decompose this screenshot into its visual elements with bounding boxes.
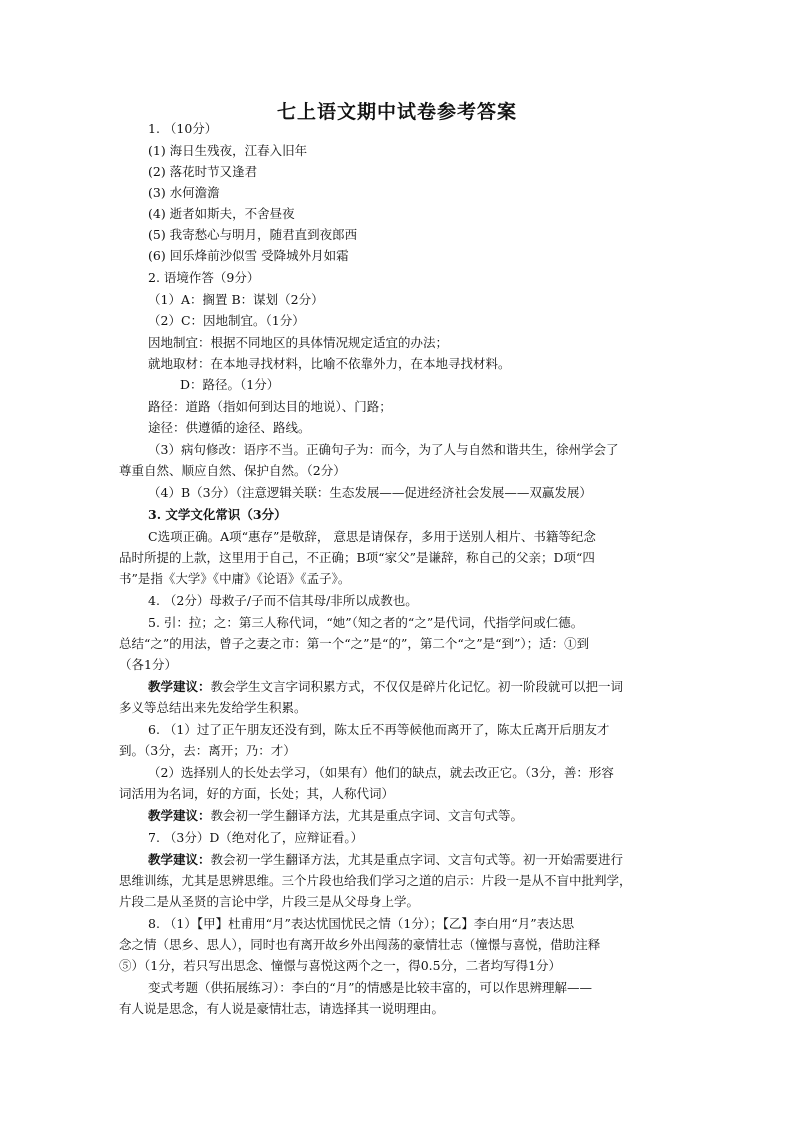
text-line	[148, 442, 618, 458]
line-text: （2）选择别人的长处去学习，（如果有）他们的缺点，就去改正它。（3分，善：形容	[148, 765, 614, 780]
text-line	[148, 270, 259, 286]
line-text: 尊重自然、顺应自然、保护自然。（2分）	[119, 463, 346, 478]
line-text: 因地制宜：根据不同地区的具体情况规定适宜的办法；	[148, 335, 449, 350]
text-line	[119, 657, 177, 673]
text-line	[148, 980, 592, 996]
text-line	[148, 164, 257, 180]
line-text: 片段二是从圣贤的言论中学，片段三是从父母身上学。	[119, 894, 420, 909]
text-line	[148, 206, 295, 222]
text-line	[148, 808, 523, 824]
text-line	[119, 894, 419, 910]
text-line	[148, 121, 217, 137]
line-text: 就地取材：在本地寻找材料，比喻不依靠外力，在本地寻找材料。	[148, 356, 511, 371]
line-text: 途径：供遵循的途径、路线。	[148, 420, 311, 435]
text-line	[119, 937, 600, 953]
text-line	[148, 529, 596, 545]
line-text: 4. （2分）母救子/子而不信其母/非所以成教也。	[148, 593, 418, 608]
text-line	[148, 420, 311, 436]
text-line	[148, 313, 305, 329]
line-text: (2) 落花时节又逢君	[148, 164, 258, 179]
text-line	[119, 550, 595, 566]
line-text: 书”是指《大学》《中庸》《论语》《孟子》。	[119, 571, 351, 586]
line-text: 品时所提的上款，这里用于自己，不正确；B项“家父”是谦辞，称自己的父亲；D项“四	[119, 550, 595, 565]
text-line	[148, 143, 307, 159]
text-line	[180, 377, 279, 393]
line-text: 有人说是思念，有人说是豪情壮志，请选择其一说明理由。	[119, 1001, 445, 1016]
text-line	[119, 743, 296, 759]
line-text: 2. 语境作答（9分）	[148, 270, 260, 285]
line-text: 到。（3分，去：离开；乃：才）	[119, 743, 296, 758]
line-text: （2）C：因地制宜。（1分）	[148, 313, 305, 328]
line-text: （各1分）	[119, 657, 177, 672]
line-text: (5) 我寄愁心与明月，随君直到夜郎西	[148, 227, 358, 242]
text-line	[119, 786, 394, 802]
line-text: (3) 水何澹澹	[148, 185, 220, 200]
text-line	[119, 958, 561, 974]
text-line	[148, 356, 511, 372]
line-text: 路径：道路（指如何到达目的地说）、门路；	[148, 399, 392, 414]
text-line	[148, 916, 574, 932]
line-text: 6. （1）过了正午朋友还没有到，陈太丘不再等候他而离开了，陈太丘离开后朋友才	[148, 722, 610, 737]
bold-label: 教学建议：	[148, 852, 211, 867]
line-text: （3）病句修改：语序不当。正确句子为：而今，为了人与自然和谐共生，徐州学会了	[148, 442, 619, 457]
line-text: D：路径。（1分）	[180, 377, 280, 392]
line-text: 词活用为名词，好的方面，长处；其，人称代词）	[119, 786, 395, 801]
text-line	[148, 185, 220, 201]
text-line	[148, 830, 363, 846]
text-line	[148, 615, 583, 631]
text-line	[148, 679, 623, 695]
line-text: (6) 回乐烽前沙似雪 受降城外月如霜	[148, 248, 349, 263]
line-text: 变式考题（供拓展练习）：李白的“月”的情感是比较丰富的，可以作思辨理解——	[148, 980, 593, 995]
line-text: （4）B（3分）（注意逻辑关联：生态发展——促进经济社会发展——双赢发展）	[148, 485, 592, 500]
text-line	[119, 1001, 444, 1017]
text-line	[148, 507, 287, 523]
text-line	[148, 593, 418, 609]
text-line	[148, 248, 349, 264]
line-text: 念之情（思乡、思人），同时也有离开故乡外出闯荡的豪情壮志（憧憬与喜悦，借助注释	[119, 937, 601, 952]
text-line	[148, 852, 623, 868]
line-text: 教会初一学生翻译方法，尤其是重点字词、文言句式等。初一开始需要进行	[210, 852, 624, 867]
line-text: ⑤）（1分，若只写出思念、憧憬与喜悦这两个之一，得0.5分，二者均写得1分）	[119, 958, 562, 973]
bold-label: 教学建议：	[148, 679, 211, 694]
document-title: 七上语文期中试卷参考答案	[276, 101, 517, 123]
text-line	[148, 765, 614, 781]
text-line	[148, 227, 357, 243]
line-text: 多义等总结出来先发给学生积累。	[119, 700, 307, 715]
text-line	[119, 463, 346, 479]
text-line	[119, 700, 307, 716]
line-text: 总结“之”的用法，曾子之妻之市：第一个“之”是“的”，第二个“之”是“到”）；适：①到	[119, 636, 590, 651]
text-line	[148, 399, 392, 415]
text-line	[148, 292, 324, 308]
line-text: 5. 引：拉；之：第三人称代词，“她”（知之者的“之”是代词，代指学问或仁德。	[148, 615, 584, 630]
line-text: (4) 逝者如斯夫，不舍昼夜	[148, 206, 295, 221]
line-text: C选项正确。A项“惠存”是敬辞， 意思是请保存，多用于送别人相片、书籍等纪念	[148, 529, 596, 544]
bold-label: 3. 文学文化常识（3分）	[148, 507, 287, 522]
bold-label: 教学建议：	[148, 808, 211, 823]
line-text: 8. （1）【甲】杜甫用“月”表达忧国忧民之情（1分）；【乙】李白用“月”表达思	[148, 916, 575, 931]
line-text: 教会初一学生翻译方法，尤其是重点字词、文言句式等。	[210, 808, 524, 823]
text-line	[148, 722, 609, 738]
text-line	[119, 873, 632, 889]
line-text: (1) 海日生残夜，江春入旧年	[148, 143, 308, 158]
line-text: 7. （3分）D（绝对化了，应辩证看。）	[148, 830, 364, 845]
line-text: 教会学生文言字词积累方式，不仅仅是碎片化记忆。初一阶段就可以把一词	[210, 679, 624, 694]
text-line	[119, 636, 589, 652]
text-line	[119, 571, 350, 587]
line-text: 1. （10分）	[148, 121, 218, 136]
text-line	[148, 485, 592, 501]
line-text: 思维训练，尤其是思辨思维。三个片段也给我们学习之道的启示：片段一是从不盲中批判学，	[119, 873, 632, 888]
line-text: （1）A：搁置 B：谋划（2分）	[148, 292, 324, 307]
text-line	[148, 335, 448, 351]
